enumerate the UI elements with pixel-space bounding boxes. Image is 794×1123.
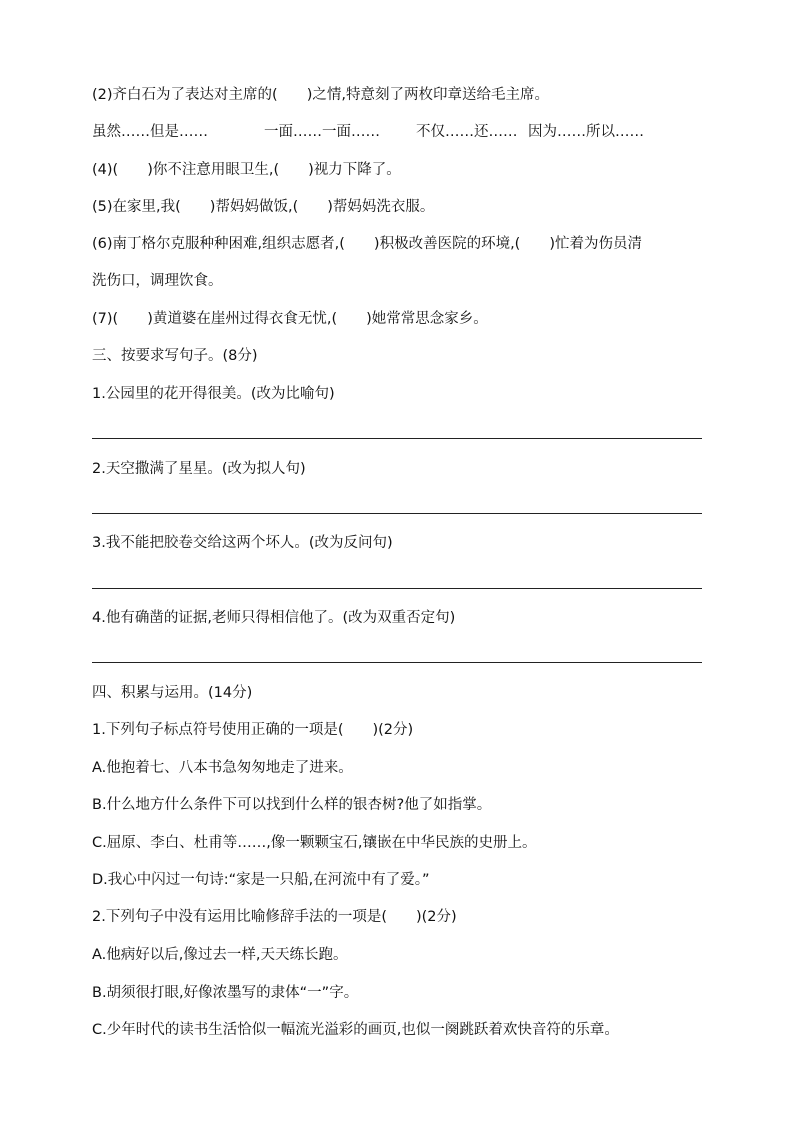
fill-item-6-line-2: 洗伤口，调理饮食。 [92,273,223,289]
rewrite-item-2: 2.天空撒满了星星。(改为拟人句) [92,461,306,477]
answer-line-2[interactable] [92,513,702,514]
question-1-stem: 1.下列句子标点符号使用正确的一项是( )(2分) [92,722,414,738]
fill-item-2: (2)齐白石为了表达对主席的( )之情,特意刻了两枚印章送给毛主席。 [92,87,549,103]
question-2-option-c: C.少年时代的读书生活恰似一幅流光溢彩的画页,也似一阕跳跃着欢快音符的乐章。 [92,1022,619,1038]
answer-line-1[interactable] [92,438,702,439]
rewrite-item-3: 3.我不能把胶卷交给这两个坏人。(改为反问句) [92,535,393,551]
question-1-option-b: B.什么地方什么条件下可以找到什么样的银杏树?他了如指掌。 [92,797,492,813]
rewrite-item-1: 1.公园里的花开得很美。(改为比喻句) [92,386,335,402]
section-3-heading: 三、按要求写句子。(8分) [92,348,258,364]
conjunction-option: 虽然……但是…… [92,124,208,140]
question-1-option-a: A.他抱着七、八本书急匆匆地走了进来。 [92,760,353,776]
fill-item-7: (7)( )黄道婆在崖州过得衣食无忧,( )她常常思念家乡。 [92,311,488,327]
conjunction-option: 因为……所以…… [528,124,644,140]
rewrite-item-4: 4.他有确凿的证据,老师只得相信他了。(改为双重否定句) [92,610,456,626]
question-2-option-a: A.他病好以后,像过去一样,天天练长跑。 [92,947,348,963]
fill-item-5: (5)在家里,我( )帮妈妈做饭,( )帮妈妈洗衣服。 [92,199,435,215]
fill-item-4: (4)( )你不注意用眼卫生,( )视力下降了。 [92,162,401,178]
question-1-option-d: D.我心中闪过一句诗:“家是一只船,在河流中有了爱。” [92,872,430,888]
conjunction-option: 不仅……还…… [416,124,518,140]
question-1-option-c: C.屈原、李白、杜甫等……,像一颗颗宝石,镶嵌在中华民族的史册上。 [92,835,537,851]
answer-line-4[interactable] [92,662,702,663]
question-2-stem: 2.下列句子中没有运用比喻修辞手法的一项是( )(2分) [92,909,457,925]
answer-line-3[interactable] [92,588,702,589]
fill-item-6-line-1: (6)南丁格尔克服种种困难,组织志愿者,( )积极改善医院的环境,( )忙着为伤员清 [92,236,642,252]
conjunction-options [92,122,712,142]
conjunction-option: 一面……一面…… [264,124,380,140]
question-2-option-b: B.胡须很打眼,好像浓墨写的隶体“一”字。 [92,985,359,1001]
section-4-heading: 四、积累与运用。(14分) [92,685,253,701]
